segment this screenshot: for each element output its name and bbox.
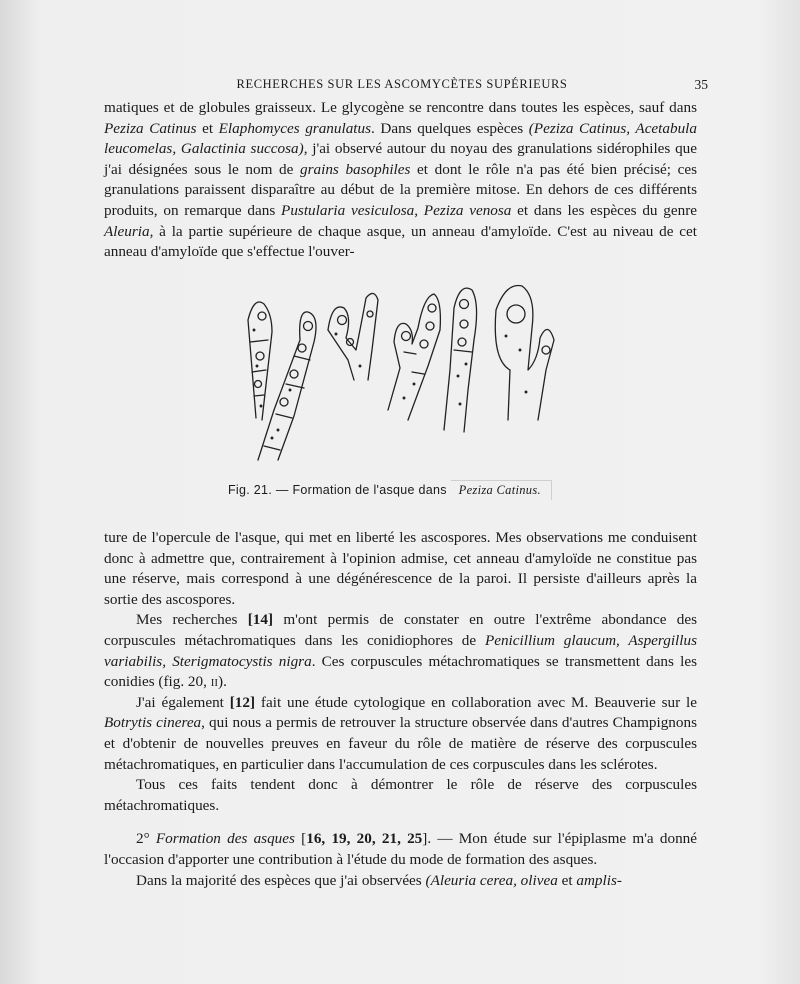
text-run: , j'ai observé autour du noyau des granulations sidérophiles que j'ai désignées sous le nom de	[104, 140, 697, 178]
genus-name: Aleuria	[104, 222, 150, 240]
paragraph-opercule: ture de l'opercule de l'asque, qui met en liberté les ascospores. Mes observations me conduisent donc à admettre que, contrairement à l'opinion admise, cet anneau d'amyloïde ne constitue pas une réserve, mais correspond à une dégénérescence de la paroi. Il persiste d'ailleurs après la sortie des ascospores.	[104, 529, 697, 608]
paragraph-majority	[104, 871, 697, 892]
text-run: [	[294, 830, 307, 848]
text-run: m'ont permis de constater en outre l'extrême abondance des corpuscules métachromatiques dans les conidiophores de	[104, 611, 697, 649]
text-run: fait une étude cytologique en collaboration avec M. Beauverie sur le	[255, 693, 698, 711]
text-run: , qui nous a permis de retrouver la structure observée dans d'autres Champignons et d'obtenir de nouvelles preuves en faveur du rôle de matière de réserve des corpuscules métachromatiques, en particulier dans l'accumulation de ces corpuscules dans les sclérotes.	[104, 714, 697, 773]
species-name: Elaphomyces granulatus	[218, 119, 372, 137]
hypha-1	[248, 302, 272, 420]
paragraph-glycogen	[104, 98, 697, 263]
text-run: et dans les espèces du genre	[511, 201, 698, 219]
hypha-3	[328, 293, 378, 380]
text-block-bottom	[104, 528, 697, 891]
section-title: Formation des asques	[155, 830, 295, 848]
reference-list: 16, 19, 20, 21, 25	[306, 830, 423, 848]
text-run: J'ai également	[136, 693, 230, 711]
species-name: Peziza venosa	[423, 201, 512, 219]
hypha-6	[495, 286, 554, 421]
species-list: (Aleuria cerea, olivea	[425, 871, 558, 889]
page-number: 35	[694, 77, 708, 92]
text-run: ]. — Mon étude sur l'épiplasme m'a donné l'occasion d'apporter une contribution à l'étude du mode de formation des asques.	[104, 830, 698, 868]
caption-label: Fig. 21.	[228, 483, 273, 497]
species-name: Peziza Catinus	[104, 119, 197, 137]
species-name: Pustularia vesiculosa	[281, 201, 415, 219]
text-run: et	[557, 871, 577, 889]
species-name: amplis-	[576, 871, 622, 889]
paragraph-botrytis	[104, 693, 697, 775]
paragraph-conidiophores	[104, 610, 697, 692]
text-run: Mes recherches	[136, 611, 248, 629]
figure-caption	[228, 480, 588, 500]
text-run: ,	[414, 201, 424, 219]
figure-ascus-formation	[228, 280, 568, 480]
paragraph-conclusion: Tous ces faits tendent donc à démontrer le rôle de réserve des corpuscules métachromatiques.	[104, 776, 697, 814]
reference: [14]	[247, 611, 274, 629]
reference: [12]	[229, 693, 256, 711]
running-title: RECHERCHES SUR LES ASCOMYCÈTES SUPÉRIEURS	[236, 77, 568, 91]
text-run: et	[196, 119, 219, 137]
running-head	[96, 77, 708, 95]
text-run: , à la partie supérieure de chaque asque, un anneau d'amyloïde. C'est au niveau de cet anneau d'amyloïde que s'effectue l'ouver-	[104, 222, 697, 261]
hypha-4	[388, 294, 440, 420]
species-name: Botrytis cinerea	[104, 714, 202, 732]
text-run: matiques et de globules graisseux. Le glycogène se rencontre dans toutes les espèces, sauf dans	[104, 99, 697, 116]
species-list: Penicillium glaucum, Aspergillus variabilis, Sterigmatocystis nigra	[104, 631, 698, 670]
species-list: (Peziza Catinus, Acetabula leucomelas, Galactinia succosa)	[104, 119, 697, 158]
text-run: et dont le rôle n'a pas été bien précisé; ces granulations paraissent disparaître au début de la première mitose. En dehors de ces différents produits, on remarque dans	[104, 160, 697, 219]
text-run: . Ces corpuscules métachromatiques se transmettent dans les conidies (fig. 20,	[104, 652, 697, 691]
figure-ref: ii	[210, 673, 219, 691]
caption-text: — Formation de l'asque dans	[272, 483, 451, 497]
paragraph-formation-asques	[104, 829, 697, 870]
ascus-illustration	[228, 280, 568, 480]
hypha-5	[444, 288, 477, 432]
caption-species: Peziza Catinus.	[451, 480, 552, 500]
text-run: . Dans quelques espèces	[371, 119, 529, 137]
text-run: ).	[218, 673, 227, 691]
section-number: 2°	[136, 830, 150, 848]
text-run: Dans la majorité des espèces que j'ai observées	[136, 871, 426, 889]
term-grains-basophiles: grains basophiles	[300, 160, 411, 178]
text-block-top	[104, 98, 697, 263]
hypha-2	[258, 312, 316, 460]
